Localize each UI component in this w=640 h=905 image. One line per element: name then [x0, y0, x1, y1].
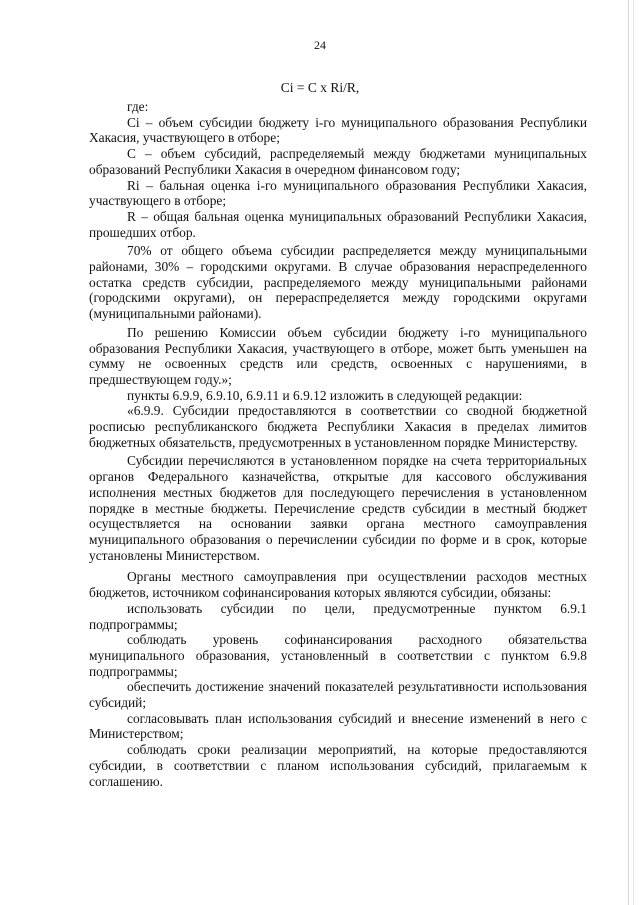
formula: Ci = C x Ri/R, — [280, 80, 360, 95]
paragraph-c-definition: C – объем субсидий, распределяемый между бюджетами муниципальных образований Республики Хакасия в очередном финансовом году; — [89, 146, 587, 177]
list-item-use-subsidies: использовать субсидии по цели, предусмотренные пунктом 6.9.1 подпрограммы; — [89, 600, 587, 632]
paragraph-6-9-9: «6.9.9. Субсидии предоставляются в соответствии со сводной бюджетной росписью республиканского бюджета Республики Хакасия в пределах лимитов бюджетных обязательств, предусмотренных в установленном порядке Министерству. — [89, 403, 587, 450]
scan-edge-line — [628, 0, 629, 905]
paragraph-commission-decision: По решению Комиссии объем субсидии бюджету i-го муниципального образования Республики Хакасия, участвующего в отборе, может быть уменьшен на сумму не освоенных средств или средств, освоенных с нарушениями, в предшествующем году.»; — [89, 324, 587, 387]
paragraph-amendment-items: пункты 6.9.9, 6.9.10, 6.9.11 и 6.9.12 изложить в следующей редакции: — [127, 387, 523, 403]
list-item-plan-agreement: согласовывать план использования субсидий и внесение изменений в него с Министерством; — [89, 710, 587, 742]
list-item-deadlines: соблюдать сроки реализации мероприятий, на которые предоставляются субсидии, в соответствии с планом использования субсидий, прилагаемым к соглашению. — [89, 742, 587, 789]
scan-edge-line-secondary — [633, 0, 634, 905]
paragraph-ri-definition: Ri – бальная оценка i-го муниципального образования Республики Хакасия, участвующего в отборе; — [89, 177, 587, 209]
paragraph-r-definition: R – общая бальная оценка муниципальных образований Республики Хакасия, прошедших отбор. — [89, 208, 587, 240]
paragraph-obligations: Органы местного самоуправления при осуществлении расходов местных бюджетов, источником софинансирования которых являются субсидии, обязаны: — [89, 569, 587, 601]
paragraph-transfer: Субсидии перечисляются в установленном порядке на счета территориальных органов Федерального казначейства, открытые для кассового обслуживания исполнения местных бюджетов для последующего перечисления в установленном порядке в местные бюджеты. Перечисление средств субсидии в местный бюджет осуществляется на основании заявки органа местного самоуправления муниципального образования о перечислении субсидии по форме и в срок, которые установлены Министерством. — [89, 453, 587, 563]
page-number: 24 — [314, 38, 326, 52]
list-item-cofinancing: соблюдать уровень софинансирования расходного обязательства муниципального образования, установленный в соответствии с пунктом 6.9.8 подпрограммы; — [89, 632, 587, 679]
document-body — [89, 99, 587, 789]
list-item-indicators: обеспечить достижение значений показателей результативности использования субсидий; — [89, 679, 587, 711]
paragraph-ci-definition: Ci – объем субсидии бюджету i-го муниципального образования Республики Хакасия, участвующего в отборе; — [89, 114, 587, 146]
paragraph-where: где: — [127, 99, 149, 114]
paragraph-distribution: 70% от общего объема субсидии распределяется между муниципальными районами, 30% – городскими округами. В случае образования нераспределенного остатка средств субсидии, распределяемого между муниципальными районами (городскими округами), он перераспределяется между городскими округами (муниципальными районами). — [89, 243, 587, 322]
